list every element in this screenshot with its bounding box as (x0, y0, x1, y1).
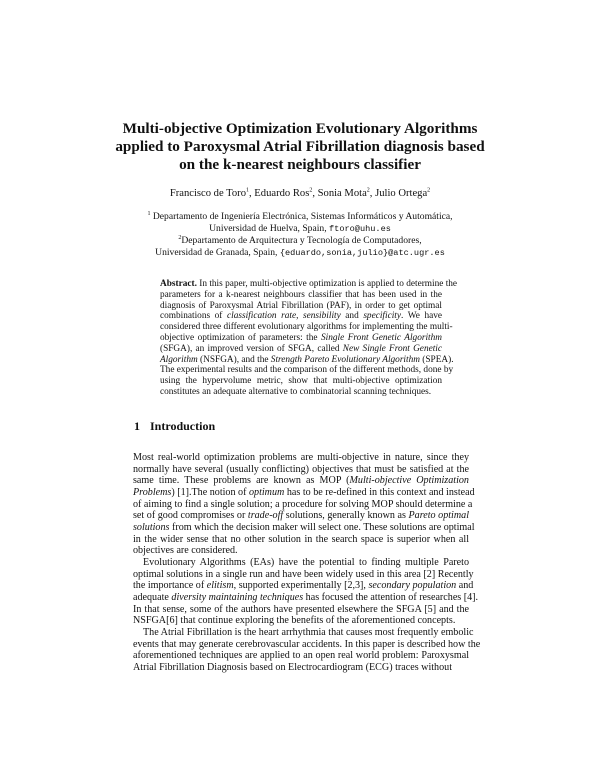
italic-term: elitism (206, 580, 234, 592)
text-run: objectives are considered. (133, 545, 238, 557)
text-line (133, 615, 469, 627)
text-line (133, 464, 469, 476)
email-address[interactable]: ftoro@uhu.es (329, 223, 391, 234)
author-affil-mark: 1 (246, 187, 249, 194)
text-line (160, 290, 442, 301)
paper-title (110, 120, 490, 174)
text-run: set of good compromises or (133, 510, 248, 522)
text-run: events that may generate cerebrovascular accidents. In this paper is described how the (133, 638, 481, 650)
text-line (133, 545, 469, 557)
text-line (133, 521, 475, 534)
italic-term: specificity (363, 311, 401, 322)
text-line (160, 333, 442, 344)
text-line (133, 591, 479, 604)
text-run: (SPEA). (419, 354, 454, 365)
text-line (133, 498, 473, 511)
text-line (160, 354, 454, 366)
text-run: from which the decision maker will select one. These solutions are optimal (169, 521, 475, 533)
text-line (160, 279, 458, 290)
text-line (160, 322, 453, 333)
text-run: , (296, 311, 304, 322)
italic-term: Single Front Genetic Algorithm (321, 332, 442, 343)
text-run: and (340, 311, 364, 322)
section-title: Introduction (150, 419, 216, 433)
text-line (133, 604, 469, 616)
text-run: optimal solutions in a single run and have been widely used in this area [2] Recently (133, 568, 474, 580)
author-name: Julio Ortega (375, 188, 428, 199)
text-run: same time. These problems are known as MOP ( (133, 475, 350, 487)
author-separator: , (369, 188, 376, 199)
text-run: Most real-world optimization problems are multi-objective in nature, since they (133, 452, 469, 463)
text-line (160, 376, 442, 387)
text-run: using the hypervolume metric, show that multi-objective optimization (160, 376, 442, 387)
text-line (160, 387, 442, 398)
text-run: In that sense, some of the authors have presented elsewhere the SFGA [5] and the (133, 603, 469, 615)
text-line (133, 580, 474, 592)
text-line (133, 510, 469, 522)
title-line: on the k-nearest neighbours classifier (179, 156, 421, 173)
text-run: The Atrial Fibrillation is the heart arrhythmia that causes most frequently embolic (143, 626, 474, 638)
author-name: Francisco de Toro (169, 188, 246, 199)
text-run: In this paper, multi-objective optimization is applied to determine the (199, 279, 458, 289)
text-run: ) [1].The notion of (171, 486, 249, 498)
text-run: , supported experimentally [2,3], (233, 580, 369, 592)
text-run: has focused the attention of researches [4]. (303, 591, 479, 603)
text-line (160, 301, 442, 312)
affiliation-line: $^1$ Departamento de Ingeniería Electrónica, Sistemas Informáticos y Automática, (147, 210, 453, 222)
author-affil-mark: 2 (427, 187, 431, 194)
affil-mark: 1 (147, 210, 151, 217)
text-run: and (456, 580, 474, 592)
italic-term: diversity maintaining techniques (171, 591, 304, 603)
text-run: Atrial Fibrillation Diagnosis based on Electrocardiogram (ECG) traces without (133, 661, 452, 673)
text-line (133, 626, 474, 639)
italic-term: New Single Front Genetic (342, 343, 443, 354)
text-line (133, 568, 474, 581)
section-number: 1 (134, 419, 140, 433)
text-run: The experimental results and the comparison of the different methods, done by (160, 365, 454, 376)
italic-term: Multi-objective Optimization (349, 475, 469, 487)
author-name: Eduardo Ros (254, 188, 310, 199)
text-line (133, 452, 469, 464)
affiliation-line: Universidad de Huelva, Spain, ftoro@uhu.es (209, 222, 391, 234)
italic-term: Algorithm (160, 354, 198, 365)
abstract (160, 279, 458, 398)
text-line (160, 365, 454, 376)
text-run: objective optimization of parameters: the (160, 332, 321, 343)
text-line (133, 557, 469, 569)
text-run: in the wider sense that no other solution in the search space is superior when all (133, 533, 469, 545)
author-affil-mark: 2 (309, 187, 313, 194)
text-line (133, 638, 481, 651)
title-line: Multi-objective Optimization Evolutionary Algorithms (122, 120, 478, 137)
text-run: diagnosis of Paroxysmal Atrial Fibrillation (PAF), in order to get optimal (160, 300, 442, 311)
text-run: combinations of (160, 311, 227, 322)
text-run: (NSFGA), and the (197, 354, 271, 365)
text-run: considered three different evolutionary algorithms for implementing the multi- (160, 322, 453, 333)
text-run: has to be re-defined in this context and instead (284, 486, 475, 498)
author-separator: , (249, 188, 255, 199)
text-line (133, 650, 469, 662)
italic-term: Problems (133, 486, 172, 498)
text-line (133, 475, 469, 487)
text-run: constitutes an adequate alternative to combinatorial scanning techniques. (160, 386, 432, 397)
text-run: parameters for a k-nearest neighbours classifier that has been used in the (160, 289, 442, 300)
affiliations (120, 211, 480, 259)
italic-term: optimum (248, 486, 285, 498)
author-list (120, 187, 480, 200)
text-run: normally have several (usually conflicting) objectives that must be satisfied at the (133, 463, 469, 475)
author-separator: , (312, 188, 318, 199)
text-run: aforementioned techniques are applied to an open real world problem: Paroxysmal (133, 650, 469, 662)
text-line (133, 534, 469, 546)
text-run: adequate (133, 591, 172, 603)
italic-term: Strength Pareto Evolutionary Algorithm (270, 354, 420, 365)
text-line (133, 662, 469, 674)
body-text (133, 452, 481, 673)
email-address[interactable]: {eduardo,sonia,julio}@atc.ugr.es (279, 247, 445, 258)
italic-term: trade-off (247, 510, 284, 522)
italic-term: sensibility (303, 311, 341, 322)
text-line (160, 311, 442, 322)
affil-mark: 2 (178, 234, 182, 241)
text-line (160, 344, 442, 355)
italic-term: secondary population (368, 580, 457, 592)
author-name: Sonia Mota (317, 188, 367, 199)
author-affil-mark: 2 (366, 187, 370, 194)
affiliation-line: Universidad de Granada, Spain, {eduardo,sonia,julio}@atc.ugr.es (155, 246, 445, 258)
affiliation-line: $^2$Departamento de Arquitectura y Tecnología de Computadores, (178, 234, 422, 246)
italic-term: Pareto optimal (408, 510, 469, 522)
text-run: Evolutionary Algorithms (EAs) have the potential to finding multiple Pareto (143, 556, 469, 568)
text-run: NSFGA[6] that continue exploring the benefits of the aforementioned concepts. (133, 615, 456, 627)
italic-term: solutions (133, 521, 170, 533)
text-run: of aiming to find a single solution; a procedure for solving MOP should determine a (133, 498, 473, 510)
text-run: solutions, generally known as (283, 510, 409, 522)
text-run: (SFGA), an improved version of SFGA, called (160, 343, 343, 354)
title-line: applied to Paroxysmal Atrial Fibrillation diagnosis based (115, 138, 485, 155)
section-heading (134, 419, 434, 433)
text-run: the importance of (133, 580, 207, 592)
abstract-label: Abstract. (160, 279, 197, 289)
text-run: . We have (401, 311, 443, 322)
italic-term: classification rate (226, 311, 297, 322)
text-line (133, 486, 475, 499)
